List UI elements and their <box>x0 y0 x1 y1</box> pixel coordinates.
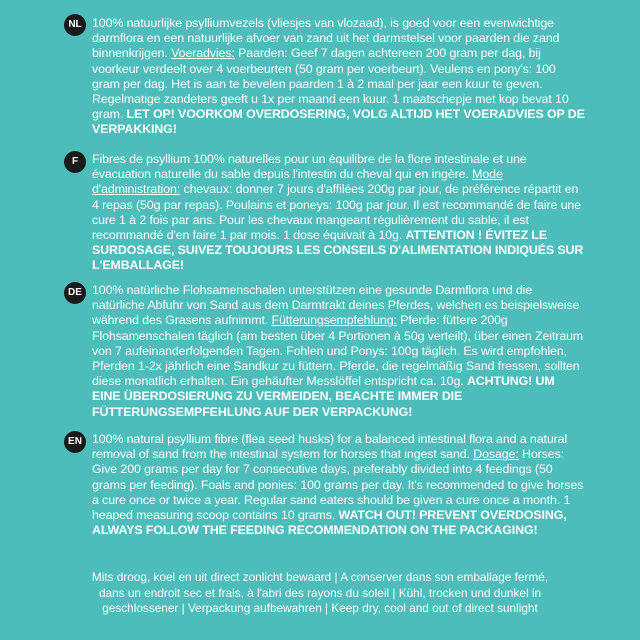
dosage-label: Fütterungsempfehlung: <box>271 313 397 328</box>
dosage-label: Voeradvies: <box>171 46 235 61</box>
section-fr <box>66 152 586 274</box>
intro-text: 100% natuurlijke psylliumvezels (vliesjes van vlozaad), is goed voor een evenwichtige darmflora en een natuurlijke afvoer van zand uit het darmstelsel voor paarden die zand binnenkrijgen. <box>92 16 560 61</box>
dosage-text: Horses: Give 200 grams per day for 7 consecutive days, preferably divided into 4 feedings (50 grams per feeding). Foals and ponies: 100 grams per day. It's recommended to give horses a cure once or twice a year. Regular sand eaters should be given a cure once a month. 1 heaped measuring scoop contains 10 grams. <box>92 447 584 523</box>
language-badge-nl: NL <box>64 14 86 36</box>
language-badge-de: DE <box>64 282 86 304</box>
intro-text: 100% natürliche Flohsamenschalen unterstützen eine gesunde Darmflora und die natürliche Abfuhr von Sand aus dem Darmtrakt deines Pferdes, welchen es beispielsweise während des Grasens aufnimmt. <box>92 283 580 328</box>
section-nl <box>66 16 586 138</box>
dosage-label: Dosage: <box>473 447 519 462</box>
intro-text: 100% natural psyllium fibre (flea seed husks) for a balanced intestinal flora and a natural removal of sand from the intestinal system for horses that ingest sand. <box>92 432 568 462</box>
section-de <box>66 283 586 420</box>
warning-text: LET OP! VOORKOM OVERDOSERING, VOLG ALTIJD HET VOERADVIES OP DE VERPAKKING! <box>92 107 585 137</box>
dosage-text: Pferde: füttere 200g Flohsamenschalen täglich (am besten über 4 Portionen à 50g verteilt), über einen Zeitraum von 7 aufeinanderfolgenden Tagen. Fohlen und Ponys: 100g täglich. Es wird empfohlen, Pferden 1-2x jährlich eine Sandkur zu füttern. Pferde, die regelmäßig Sand fressen, sollten diese monatlich erhalten. Ein gehäufter Messlöffel entspricht ca. 10g. <box>92 313 584 389</box>
dosage-text: chevaux: donner 7 jours d'affilées 200g par jour, de préférence répartit en 4 repas (50g par repas). Poulains et poneys: 100g par jour. Il est recommandé de faire une cure 1 à 2 fois par ans. Pour les chevaux mangeant régulièrement du sable, il est recommandé d'en faire 1 par mois. 1 dose équivait à 10g. <box>92 182 581 243</box>
storage-instructions: Mits droog, koel en uit direct zonlicht bewaard | A conserver dans son emballage fermé, dans un endroit sec et frais, à l'abri des rayons du soleil | Kühl, trocken und dunkel in geschlossener | Verpackung aufbewahren | Keep dry, cool and out of direct sunlight <box>91 570 549 616</box>
section-de-text <box>92 283 586 420</box>
warning-text: WATCH OUT! PREVENT OVERDOSING, ALWAYS FOLLOW THE FEEDING RECOMMENDATION ON THE PACKAGING! <box>92 508 567 538</box>
intro-text: Fibres de psyllium 100% naturelles pour un équilibre de la flore intestinale et une évacuation naturelle du sable depuis l'intestin du cheval qui en ingère. <box>92 152 527 182</box>
dosage-text: Paarden: Geef 7 dagen achtereen 200 gram per dag, bij voorkeur verdeelt over 4 voerbeurten (50 gram per voerbeurt). Veulens en pony's: 100 gram per dag. Het is aan te bevelen paarden 1 à 2 maal per jaar een kuur te geven. Regelmatige zandeters geeft u 1x per maand een kuur. 1 maatschepje met kop bevat 10 gram. <box>92 46 569 122</box>
warning-text: ACHTUNG! UM EINE ÜBERDOSIERUNG ZU VERMEIDEN, BEACHTE IMMER DIE FÜTTERUNGSEMPFEHLUNG AUF DER VERPACKUNG! <box>92 374 555 419</box>
section-nl-text <box>92 16 586 138</box>
section-en <box>66 432 586 538</box>
language-badge-fr: F <box>64 151 86 173</box>
language-badge-en: EN <box>64 431 86 453</box>
section-fr-text <box>92 152 586 274</box>
warning-text: ATTENTION ! ÉVITEZ LE SURDOSAGE, SUIVEZ TOUJOURS LES CONSEILS D'ALIMENTATION INDIQUÉS SUR L'EMBALLAGE! <box>92 228 584 273</box>
section-en-text <box>92 432 586 538</box>
dosage-label: Mode d'administration: <box>92 167 503 197</box>
